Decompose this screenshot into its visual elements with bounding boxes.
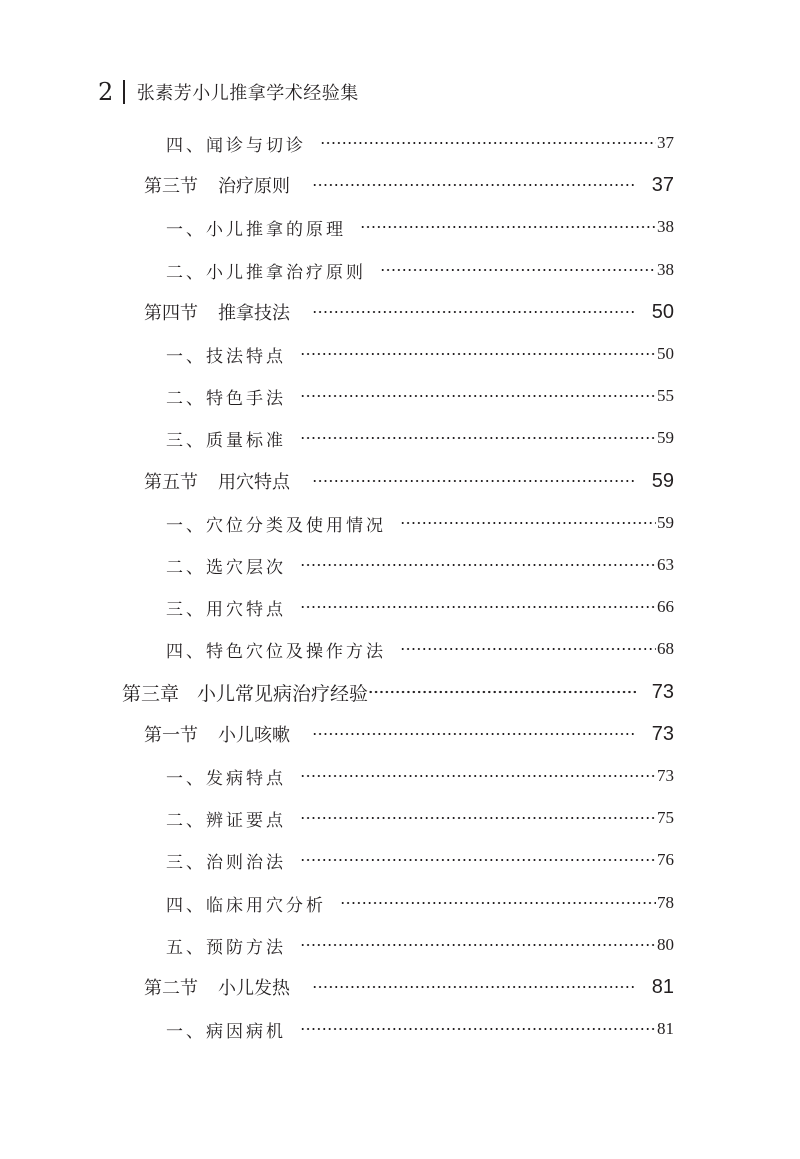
page-number: 2 bbox=[98, 78, 114, 106]
toc-label bbox=[144, 974, 290, 1000]
dot-leader bbox=[300, 769, 656, 783]
toc-title-text: 小儿发热 bbox=[218, 978, 290, 999]
toc-page-number: 75 bbox=[657, 808, 674, 827]
toc-label-text: 二、辨证要点 bbox=[166, 810, 286, 831]
toc-page-number: 76 bbox=[657, 850, 674, 869]
toc-label-text: 一、技法特点 bbox=[166, 346, 286, 367]
toc-page-number: 81 bbox=[651, 975, 674, 998]
toc-label bbox=[166, 764, 286, 789]
toc-page-number: 38 bbox=[657, 217, 674, 236]
toc-section bbox=[144, 719, 674, 749]
dot-leader bbox=[400, 516, 656, 530]
toc-label-text: 五、预防方法 bbox=[166, 937, 286, 958]
toc-label-text: 一、发病特点 bbox=[166, 768, 286, 789]
toc-section bbox=[144, 466, 674, 496]
toc-label bbox=[166, 342, 286, 367]
toc-label-text: 一、病因病机 bbox=[166, 1021, 286, 1042]
dot-leader bbox=[300, 938, 656, 952]
toc-label-text: 二、选穴层次 bbox=[166, 557, 286, 578]
dot-leader bbox=[400, 642, 656, 656]
toc-page-number: 81 bbox=[657, 1019, 674, 1038]
toc-item bbox=[166, 381, 674, 411]
toc-label bbox=[166, 637, 386, 662]
toc-label bbox=[144, 721, 290, 747]
toc-item bbox=[166, 845, 674, 875]
toc-page-number: 50 bbox=[651, 300, 674, 323]
toc-title-text: 小儿咳嗽 bbox=[218, 725, 290, 746]
toc-page-number: 73 bbox=[651, 680, 674, 703]
dot-leader bbox=[300, 389, 656, 403]
dot-leader bbox=[300, 558, 656, 572]
toc-label bbox=[144, 172, 290, 198]
toc-item bbox=[166, 423, 674, 453]
toc-label bbox=[166, 511, 386, 536]
toc-page-number: 59 bbox=[657, 428, 674, 447]
dot-leader bbox=[312, 727, 634, 741]
toc-page-number: 50 bbox=[657, 344, 674, 363]
toc-label-text: 一、小儿推拿的原理 bbox=[166, 219, 346, 240]
dot-leader bbox=[300, 431, 656, 445]
toc-label-text: 一、穴位分类及使用情况 bbox=[166, 515, 386, 536]
toc-item bbox=[166, 339, 674, 369]
toc-section bbox=[144, 297, 674, 327]
dot-leader bbox=[340, 896, 656, 910]
toc-page-number: 73 bbox=[657, 766, 674, 785]
toc-section bbox=[144, 170, 674, 200]
toc-title-text: 小儿常见病治疗经验 bbox=[197, 682, 369, 705]
toc-label bbox=[144, 468, 290, 494]
dot-leader bbox=[312, 178, 634, 192]
toc-label-text: 第四节 bbox=[144, 303, 198, 324]
toc-label-text: 第三节 bbox=[144, 176, 198, 197]
toc-label bbox=[166, 553, 286, 578]
toc-page-number: 73 bbox=[651, 722, 674, 745]
dot-leader bbox=[300, 600, 656, 614]
toc-label bbox=[166, 891, 326, 916]
toc-label-text: 第五节 bbox=[144, 472, 198, 493]
toc-item bbox=[166, 592, 674, 622]
toc-label bbox=[144, 299, 290, 325]
book-title: 张素芳小儿推拿学术经验集 bbox=[136, 83, 359, 104]
toc-label bbox=[166, 131, 306, 156]
toc-title-text: 治疗原则 bbox=[218, 176, 290, 197]
toc-page-number: 37 bbox=[651, 173, 674, 196]
toc-page-number: 55 bbox=[657, 386, 674, 405]
toc-page-number: 59 bbox=[657, 513, 674, 532]
toc-title-text: 推拿技法 bbox=[218, 303, 290, 324]
dot-leader bbox=[300, 853, 656, 867]
toc-page-number: 38 bbox=[657, 260, 674, 279]
dot-leader bbox=[380, 263, 656, 277]
toc-label-text: 三、质量标准 bbox=[166, 430, 286, 451]
toc-title-text: 用穴特点 bbox=[218, 472, 290, 493]
toc-item bbox=[166, 550, 674, 580]
toc-label bbox=[166, 215, 346, 240]
toc-page-number: 63 bbox=[657, 555, 674, 574]
toc-item bbox=[166, 508, 674, 538]
toc-label bbox=[166, 384, 286, 409]
toc-label-text: 第一节 bbox=[144, 725, 198, 746]
toc-item bbox=[166, 634, 674, 664]
toc-label-text: 第三章 bbox=[122, 682, 180, 705]
toc-page-number: 66 bbox=[657, 597, 674, 616]
dot-leader bbox=[312, 305, 634, 319]
dot-leader bbox=[312, 980, 634, 994]
toc-page-number: 78 bbox=[657, 893, 674, 912]
toc-page-number: 68 bbox=[657, 639, 674, 658]
toc-label bbox=[166, 806, 286, 831]
toc-chapter bbox=[122, 677, 674, 707]
toc-item bbox=[166, 888, 674, 918]
toc-label bbox=[166, 1017, 286, 1042]
toc-item bbox=[166, 1014, 674, 1044]
dot-leader bbox=[320, 136, 656, 150]
toc-item bbox=[166, 761, 674, 791]
toc-page-number: 59 bbox=[651, 469, 674, 492]
toc-label-text: 四、闻诊与切诊 bbox=[166, 135, 306, 156]
dot-leader bbox=[300, 347, 656, 361]
toc-section bbox=[144, 972, 674, 1002]
toc-label-text: 三、治则治法 bbox=[166, 852, 286, 873]
toc-label-text: 三、用穴特点 bbox=[166, 599, 286, 620]
toc-label bbox=[166, 933, 286, 958]
dot-leader bbox=[312, 474, 634, 488]
toc-label-text: 四、特色穴位及操作方法 bbox=[166, 641, 386, 662]
dot-leader bbox=[300, 1022, 656, 1036]
toc-item bbox=[166, 930, 674, 960]
toc-label bbox=[166, 426, 286, 451]
toc-item bbox=[166, 212, 674, 242]
toc-label bbox=[166, 848, 286, 873]
toc-label bbox=[166, 595, 286, 620]
toc-item bbox=[166, 803, 674, 833]
toc-page-number: 37 bbox=[657, 133, 674, 152]
toc-label-text: 二、小儿推拿治疗原则 bbox=[166, 262, 366, 283]
toc-item bbox=[166, 255, 674, 285]
toc-page-number: 80 bbox=[657, 935, 674, 954]
toc-label bbox=[166, 258, 366, 283]
dot-leader bbox=[368, 685, 636, 699]
toc-label-text: 四、临床用穴分析 bbox=[166, 895, 326, 916]
toc-label bbox=[122, 679, 368, 706]
toc-item bbox=[166, 128, 674, 158]
dot-leader bbox=[360, 220, 656, 234]
toc-label-text: 二、特色手法 bbox=[166, 388, 286, 409]
dot-leader bbox=[300, 811, 656, 825]
toc-label-text: 第二节 bbox=[144, 978, 198, 999]
